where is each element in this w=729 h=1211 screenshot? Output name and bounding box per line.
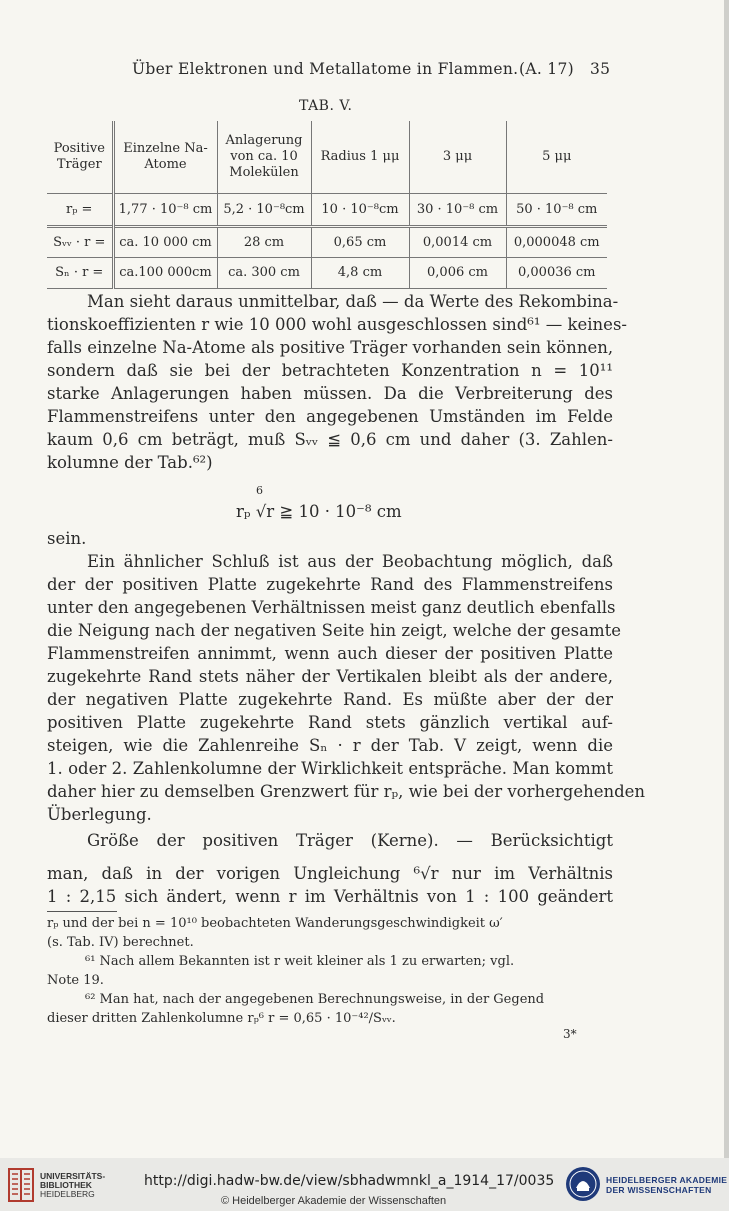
table-row bbox=[47, 227, 607, 258]
footnote-line: ⁶² Man hat, nach der angegebenen Berechnungsweise, in der Gegend bbox=[85, 992, 545, 1007]
table-header: Positive Träger bbox=[47, 121, 113, 194]
table-title: TAB. V. bbox=[299, 98, 353, 114]
footnote-rule bbox=[47, 911, 117, 912]
table-cell: ca. 300 cm bbox=[217, 258, 311, 289]
table-header: Radius 1 μμ bbox=[311, 121, 409, 194]
text-line: tionskoeffizienten r wie 10 000 wohl ausgeschlossen sind⁶¹ — keines- bbox=[47, 315, 627, 334]
text-line: kolumne der Tab.⁶²) bbox=[47, 453, 213, 472]
row-label: Sₙ · r = bbox=[47, 258, 113, 289]
table-row bbox=[47, 258, 607, 289]
footnote-line: dieser dritten Zahlenkolumne rₚ⁶ r = 0,65 · 10⁻⁴²/Sᵥᵥ. bbox=[47, 1011, 396, 1026]
text-line: Überlegung. bbox=[47, 805, 152, 824]
text-line: Man sieht daraus unmittelbar, daß — da Werte des Rekombina- bbox=[87, 292, 619, 311]
data-table bbox=[47, 121, 607, 289]
text-line: starke Anlagerungen haben müssen. Da die Verbreiterung des bbox=[47, 384, 613, 403]
text-line: man, daß in der vorigen Ungleichung ⁶√r nur im Verhältnis bbox=[47, 864, 613, 883]
text-line: die Neigung nach der negativen Seite hin zeigt, welche der gesamte bbox=[47, 621, 621, 640]
table-cell: ca. 10 000 cm bbox=[113, 227, 217, 258]
academy-name bbox=[606, 1175, 727, 1195]
section-number: (A. 17) bbox=[519, 60, 574, 78]
table-cell: 28 cm bbox=[217, 227, 311, 258]
table-cell: 4,8 cm bbox=[311, 258, 409, 289]
library-logo[interactable] bbox=[6, 1166, 36, 1204]
table-header: 3 μμ bbox=[409, 121, 506, 194]
library-name bbox=[40, 1172, 105, 1199]
table-header: 5 μμ bbox=[542, 149, 572, 164]
row-label: rₚ = bbox=[47, 194, 113, 227]
text-line: Ein ähnlicher Schluß ist aus der Beobachtung möglich, daß bbox=[87, 552, 613, 571]
text-line: positiven Platte zugekehrte Rand stets gänzlich vertikal auf- bbox=[47, 713, 613, 732]
library-logo-icon bbox=[6, 1166, 36, 1204]
text-line: daher hier zu demselben Grenzwert für rₚ, wie bei der vorhergehenden bbox=[47, 782, 646, 801]
running-title: Über Elektronen und Metallatome in Flammen. bbox=[132, 60, 519, 78]
text-line: kaum 0,6 cm beträgt, muß Sᵥᵥ ≦ 0,6 cm und daher (3. Zahlen- bbox=[47, 430, 613, 449]
text-line: der der positiven Platte zugekehrte Rand des Flammenstreifens bbox=[47, 575, 613, 594]
table-header: Einzelne Na-Atome bbox=[113, 121, 217, 194]
academy-name-line: HEIDELBERGER AKADEMIE bbox=[606, 1175, 728, 1185]
signature-mark: 3* bbox=[563, 1027, 577, 1041]
footnote-line: ⁶¹ Nach allem Bekannten ist r weit kleiner als 1 zu erwarten; vgl. bbox=[85, 954, 515, 969]
table-cell: 0,00036 cm bbox=[506, 258, 607, 289]
sein-line bbox=[47, 527, 613, 550]
library-name-line: HEIDELBERG bbox=[40, 1189, 95, 1199]
text-line: zugekehrte Rand stets näher der Vertikalen bleibt als der andere, bbox=[47, 667, 613, 686]
academy-name-line: DER WISSENSCHAFTEN bbox=[606, 1185, 712, 1195]
text-line: sondern daß sie bei der betrachteten Konzentration n = 10¹¹ bbox=[47, 361, 613, 380]
text-line: steigen, wie die Zahlenreihe Sₙ · r der Tab. V zeigt, wenn die bbox=[47, 736, 613, 755]
paragraph-1 bbox=[47, 290, 627, 474]
text-line: Flammenstreifen annimmt, wenn auch dieser der positiven Platte bbox=[47, 644, 613, 663]
table-row bbox=[47, 194, 607, 227]
copyright-text: © Heidelberger Akademie der Wissenschaften bbox=[221, 1195, 447, 1207]
text-line: 1. oder 2. Zahlenkolumne der Wirklichkeit entspräche. Man kommt bbox=[47, 759, 613, 778]
library-name-line: BIBLIOTHEK bbox=[40, 1180, 92, 1190]
table-cell: ca.100 000cm bbox=[113, 258, 217, 289]
paragraph-2 bbox=[47, 550, 646, 826]
row-label: Sᵥᵥ · r = bbox=[47, 227, 113, 258]
text-line: der negativen Platte zugekehrte Rand. Es müßte aber der der bbox=[47, 690, 613, 709]
page-edge bbox=[724, 0, 729, 1158]
paragraph-3 bbox=[47, 829, 613, 908]
table-cell: 1,77 · 10⁻⁸ cm bbox=[113, 194, 217, 227]
footnote-line: (s. Tab. IV) berechnet. bbox=[47, 935, 194, 950]
academy-seal-icon bbox=[565, 1166, 601, 1202]
text-line: Flammenstreifens unter den angegebenen Umständen im Felde bbox=[47, 407, 613, 426]
table-cell: 50 · 10⁻⁸ cm bbox=[506, 194, 607, 227]
footnote-line: Note 19. bbox=[47, 973, 104, 988]
table-cell: 0,65 cm bbox=[311, 227, 409, 258]
text-line: Größe der positiven Träger (Kerne). — Berücksichtigt bbox=[87, 831, 613, 850]
table-cell: 10 · 10⁻⁸cm bbox=[311, 194, 409, 227]
permalink-url[interactable]: http://digi.hadw-bw.de/view/sbhadwmnkl_a_1914_17/0035 bbox=[144, 1173, 555, 1189]
table-cell: 30 · 10⁻⁸ cm bbox=[409, 194, 506, 227]
text-line: falls einzelne Na-Atome als positive Träger vorhanden sein können, bbox=[47, 338, 614, 357]
academy-logo[interactable] bbox=[565, 1166, 601, 1202]
table-header: Anlagerung von ca. 10 Molekülen bbox=[217, 121, 311, 194]
viewer-footer bbox=[0, 1158, 729, 1211]
text-line: sein. bbox=[47, 529, 87, 548]
text-line: 1 : 2,15 sich ändert, wenn r im Verhältnis von 1 : 100 geändert bbox=[47, 887, 613, 906]
page-number: 35 bbox=[590, 60, 611, 78]
table-cell: 0,006 cm bbox=[409, 258, 506, 289]
formula: rₚ √r ≧ 10 · 10⁻⁸ cm bbox=[236, 502, 402, 521]
library-name-line: UNIVERSITÄTS- bbox=[40, 1171, 106, 1181]
table-cell: 0,0014 cm bbox=[409, 227, 506, 258]
footnotes bbox=[47, 914, 613, 1028]
table-cell: 0,000048 cm bbox=[506, 227, 607, 258]
text-line: unter den angegebenen Verhältnissen meist ganz deutlich ebenfalls bbox=[47, 598, 616, 617]
table-cell: 5,2 · 10⁻⁸cm bbox=[217, 194, 311, 227]
root-index: 6 bbox=[256, 484, 263, 497]
footnote-line: rₚ und der bei n = 10¹⁰ beobachteten Wanderungsgeschwindigkeit ω′ bbox=[47, 916, 503, 931]
table-header-row bbox=[47, 121, 607, 194]
